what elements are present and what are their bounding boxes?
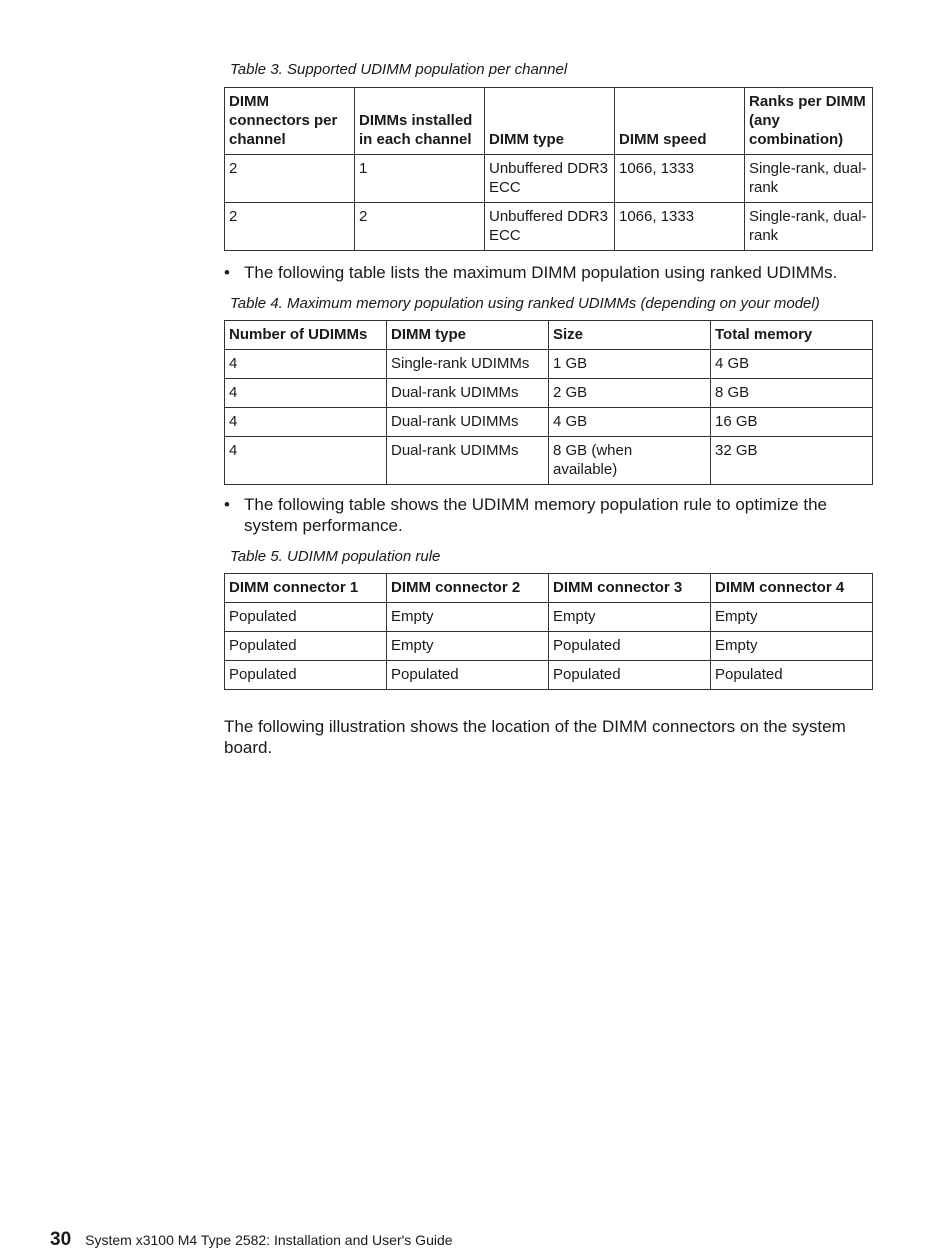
table-cell: Empty xyxy=(711,603,873,632)
table-cell: 1066, 1333 xyxy=(615,203,745,251)
table4 xyxy=(224,320,873,485)
table4-header: Total memory xyxy=(711,321,873,350)
table-cell: 4 xyxy=(225,379,387,408)
table5-caption: Table 5. UDIMM population rule xyxy=(230,548,441,565)
table-cell: Populated xyxy=(387,661,549,690)
table4-header-row xyxy=(225,321,873,350)
table-cell: Single-rank, dual-rank xyxy=(745,155,873,203)
table-cell: Empty xyxy=(549,603,711,632)
table-cell: Dual-rank UDIMMs xyxy=(387,408,549,437)
table3 xyxy=(224,87,873,251)
bullet-item xyxy=(224,494,872,536)
table-cell: Dual-rank UDIMMs xyxy=(387,437,549,485)
table-row xyxy=(225,155,873,203)
page-number: 30 xyxy=(50,1229,72,1250)
table-cell: 1066, 1333 xyxy=(615,155,745,203)
bullet-item xyxy=(224,262,884,283)
table-cell: Populated xyxy=(225,661,387,690)
table-row xyxy=(225,203,873,251)
table-cell: 2 xyxy=(225,155,355,203)
table-cell: 4 xyxy=(225,350,387,379)
table-cell: 2 xyxy=(225,203,355,251)
table3-caption: Table 3. Supported UDIMM population per channel xyxy=(230,61,568,78)
table-cell: 8 GB xyxy=(711,379,873,408)
table4-header: DIMM type xyxy=(387,321,549,350)
body-paragraph: The following illustration shows the location of the DIMM connectors on the system board. xyxy=(224,717,846,757)
table-row xyxy=(225,661,873,690)
bullet-text: The following table shows the UDIMM memory population rule to optimize the system performance. xyxy=(244,495,827,535)
table-cell: Populated xyxy=(549,632,711,661)
table-row xyxy=(225,632,873,661)
table-cell: 4 xyxy=(225,437,387,485)
table-cell: Populated xyxy=(225,632,387,661)
table-row xyxy=(225,408,873,437)
table3-header: DIMMs installed in each channel xyxy=(355,88,485,155)
page-footer xyxy=(50,1229,453,1251)
table5-header: DIMM connector 2 xyxy=(387,574,549,603)
table-cell: 4 GB xyxy=(549,408,711,437)
table-cell: Populated xyxy=(711,661,873,690)
footer-title: System x3100 M4 Type 2582: Installation and User's Guide xyxy=(85,1232,453,1248)
table-cell: Empty xyxy=(387,603,549,632)
table5-header-row xyxy=(225,574,873,603)
table-cell: Empty xyxy=(711,632,873,661)
table-cell: 2 xyxy=(355,203,485,251)
table-cell: Empty xyxy=(387,632,549,661)
table5-header: DIMM connector 1 xyxy=(225,574,387,603)
table3-header: Ranks per DIMM (any combination) xyxy=(745,88,873,155)
table-cell: Single-rank, dual-rank xyxy=(745,203,873,251)
bullet-icon: • xyxy=(224,495,230,514)
table3-header-row xyxy=(225,88,873,155)
table4-caption: Table 4. Maximum memory population using ranked UDIMMs (depending on your model) xyxy=(230,295,820,312)
table-cell: 4 xyxy=(225,408,387,437)
table-row xyxy=(225,379,873,408)
table-cell: Populated xyxy=(225,603,387,632)
table4-header: Number of UDIMMs xyxy=(225,321,387,350)
bullet-text: The following table lists the maximum DIMM population using ranked UDIMMs. xyxy=(244,263,838,282)
table3-header: DIMM type xyxy=(485,88,615,155)
table-cell: Unbuffered DDR3 ECC xyxy=(485,203,615,251)
table5-header: DIMM connector 3 xyxy=(549,574,711,603)
table5-header: DIMM connector 4 xyxy=(711,574,873,603)
table-row xyxy=(225,437,873,485)
table5 xyxy=(224,573,873,690)
table-cell: 1 GB xyxy=(549,350,711,379)
table-cell: 8 GB (when available) xyxy=(549,437,711,485)
table-cell: 32 GB xyxy=(711,437,873,485)
table-cell: Single-rank UDIMMs xyxy=(387,350,549,379)
table-cell: Populated xyxy=(549,661,711,690)
table4-header: Size xyxy=(549,321,711,350)
table-cell: Dual-rank UDIMMs xyxy=(387,379,549,408)
table-cell: 1 xyxy=(355,155,485,203)
table-row xyxy=(225,350,873,379)
table-cell: 2 GB xyxy=(549,379,711,408)
table-cell: 16 GB xyxy=(711,408,873,437)
table3-header: DIMM speed xyxy=(615,88,745,155)
table-cell: Unbuffered DDR3 ECC xyxy=(485,155,615,203)
table-cell: 4 GB xyxy=(711,350,873,379)
bullet-icon: • xyxy=(224,263,230,282)
table-row xyxy=(225,603,873,632)
table3-header: DIMM connectors per channel xyxy=(225,88,355,155)
